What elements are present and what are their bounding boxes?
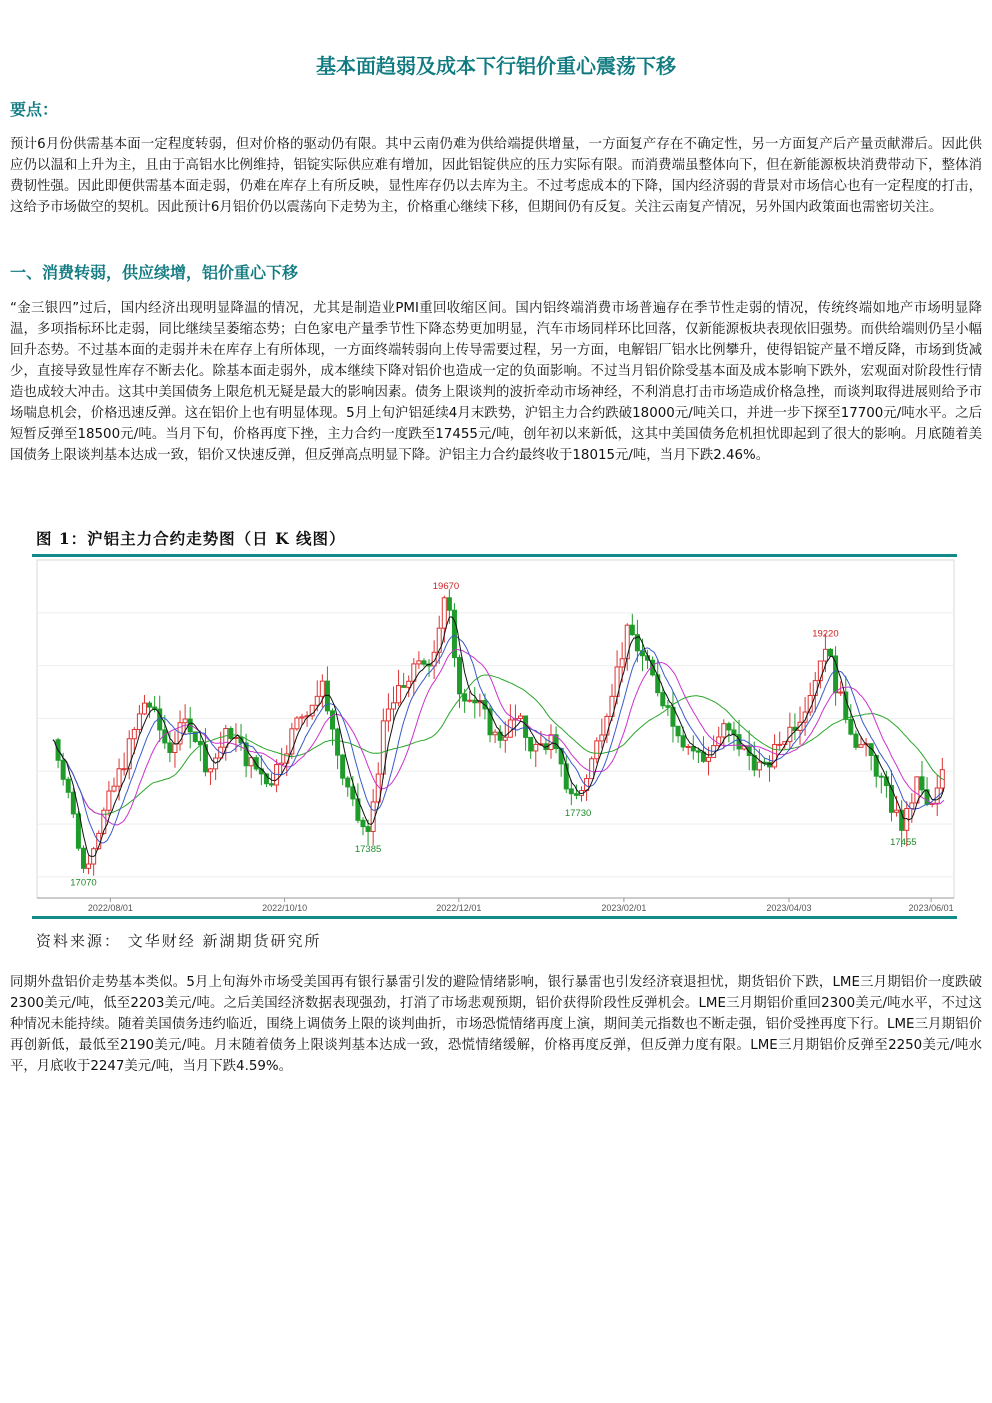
candle-body: [574, 794, 578, 796]
candle-body: [920, 777, 924, 790]
chart-svg: [33, 558, 956, 915]
candle-body: [468, 700, 472, 701]
candle-body: [458, 658, 462, 694]
candle-body: [122, 769, 126, 770]
candle-body: [148, 703, 152, 707]
section1-heading: 一、消费转弱，供应续增，铝价重心下移: [10, 263, 299, 282]
candle-body: [402, 686, 406, 688]
figure-source: 资料来源： 文华财经 新湖期货研究所: [36, 932, 322, 950]
candle-body: [173, 744, 177, 753]
candle-body: [142, 703, 146, 714]
candle-body: [595, 741, 599, 759]
candle-body: [564, 764, 568, 789]
candle-body: [829, 649, 833, 656]
candle-body: [519, 716, 523, 719]
x-tick-label: 2022/12/01: [436, 903, 482, 913]
candle-body: [71, 792, 75, 814]
figure-bottom-rule: [32, 916, 957, 919]
price-annotation: 17070: [70, 877, 97, 889]
x-tick-label: 2023/06/01: [908, 903, 954, 913]
candlestick-chart: [33, 558, 956, 915]
candle-body: [895, 810, 899, 812]
candle-body: [590, 759, 594, 779]
candle-body: [625, 625, 629, 659]
candle-body: [681, 736, 685, 747]
candle-body: [605, 716, 609, 735]
candle-body: [722, 724, 726, 737]
candle-body: [391, 703, 395, 709]
candle-body: [229, 729, 233, 739]
candle-body: [132, 729, 136, 738]
candle-body: [778, 744, 782, 745]
price-annotation: 17455: [890, 836, 917, 848]
price-annotation: 17730: [564, 807, 592, 819]
candle-body: [366, 827, 370, 832]
price-annotation: 17385: [354, 844, 382, 856]
candle-body: [757, 762, 761, 770]
candle-body: [66, 779, 70, 792]
candle-body: [386, 709, 390, 721]
candle-body: [442, 598, 446, 628]
candle-body: [422, 661, 426, 664]
candle-body: [417, 661, 421, 664]
candle-body: [270, 784, 274, 785]
candle-body: [844, 692, 848, 719]
x-tick-label: 2023/02/01: [601, 903, 647, 913]
x-tick-label: 2022/10/10: [262, 903, 308, 913]
candle-body: [330, 711, 334, 729]
x-tick-label: 2023/04/03: [766, 903, 812, 913]
page-title: 基本面趋弱及成本下行铝价重心震荡下移: [316, 54, 676, 78]
key-points-heading: 要点：: [10, 100, 59, 119]
candle-body: [397, 686, 401, 703]
candle-body: [498, 732, 502, 740]
candle-body: [81, 848, 85, 868]
candle-body: [320, 681, 324, 696]
key-points-text: 预计6月份供需基本面一定程度转弱，但对价格的驱动仍有限。其中云南仍难为供给端提供增量，一方面复产存在不确定性，另一方面复产后产量贡献滞后。因此供应仍以温和上升为主，且由于高铝水比例维持，铝锭实际供应难有增加，因此铝锭供应的压力实际有限。而消费端虽整体向下，但在新能源板块消费带动下，整体消费韧性强。因此即便供需基本面走弱，仍难在库存上有所反映，显性库存仍以去库为主。不过考虑成本的下降，国内经济弱的背景对市场信心也有一定程度的打击，这给予市场做空的契机。因此预计6月铝价仍以震荡向下走势为主，价格重心继续下移，但期间仍有反复。关注云南复产情况，另外国内政策面也需密切关注。: [10, 137, 982, 215]
candle-body: [112, 786, 116, 791]
candle-body: [707, 757, 711, 761]
figure-top-rule: [32, 554, 957, 557]
price-annotation: 19670: [432, 580, 460, 592]
candle-body: [295, 718, 299, 729]
candle-body: [696, 751, 700, 752]
candle-body: [849, 719, 853, 734]
candle-body: [336, 729, 340, 755]
candle-body: [473, 700, 477, 702]
candle-body: [315, 696, 319, 705]
candle-body: [529, 737, 533, 751]
candle-body: [463, 694, 467, 701]
candle-body: [620, 659, 624, 667]
candle-body: [300, 717, 304, 718]
candle-body: [341, 755, 345, 778]
candle-body: [493, 732, 497, 735]
section2-text: 同期外盘铝价走势基本类似。5月上旬海外市场受美国再有银行暴雷引发的避险情绪影响，银行暴雷也引发经济衰退担忧，期货铝价下跌，LME三月期铝价一度跌破2300美元/吨，低至2203美元/吨。之后美国经济数据表现强劲，打消了市场悲观预期，铝价获得阶段性反弹机会。LME三月期铝价重回2300美元/吨水平，不过这种情况未能持续。随着美国债务违约临近，围绕上调债务上限的谈判曲折，市场恐慌情绪再度上演，期间美元指数也不断走强，铝价受挫再度下行。LME三月期铝价再创新低，最低至2190美元/吨。月末随着债务上限谈判基本达成一致，恐慌情绪缓解，价格再度反弹，但反弹力度有限。LME三月期铝价反弹至2250美元/吨水平，月底收于2247美元/吨，当月下跌4.59%。: [10, 975, 982, 1074]
candle-body: [407, 681, 411, 687]
candle-body: [76, 814, 80, 848]
figure-caption: 图 1：沪铝主力合约走势图（日 K 线图）: [36, 529, 346, 548]
candle-body: [823, 649, 827, 661]
candle-body: [752, 755, 756, 769]
candle-body: [447, 598, 451, 610]
candle-body: [117, 769, 121, 786]
candle-body: [879, 776, 883, 777]
candle-body: [534, 744, 538, 750]
candle-body: [168, 743, 172, 753]
candle-body: [107, 791, 111, 810]
section1-text: “金三银四”过后，国内经济出现明显降温的情况，尤其是制造业PMI重回收缩区间。国内铝终端消费市场普遍存在季节性走弱的情况，传统终端如地产市场明显降温，多项指标环比走弱，同比继续呈萎缩态势；白色家电产量季节性下降态势更加明显，汽车市场同样环比回落，仅新能源板块表现依旧强势。而供给端则仍呈小幅回升态势。不过基本面的走弱并未在库存上有所体现，一方面终端转弱向上传导需要过程，另一方面，电解铝厂铝水比例攀升，使得铝锭产量不增反降，市场到货减少，直接导致显性库存不断去化。除基本面走弱外，成本继续下降对铝价也造成一定的负面影响。不过当月铝价除受基本面及成本影响下跌外，宏观面对阶段性行情造也成较大冲击。这其中美国债务上限危机无疑是最大的影响因素。债务上限谈判的波折牵动市场神经，不利消息打击市场造成价格急挫，而谈判取得进展则给予市场喘息机会，价格迅速反弹。这在铝价上也有明显体现。5月上旬沪铝延续4月末跌势，沪铝主力合约跌破18000元/吨关口，并进一步下探至17700元/吨水平。之后短暂反弹至18500元/吨。当月下旬，价格再度下挫，主力合约一度跌至17455元/吨，创年初以来新低，这其中美国债务危机担忧即起到了很大的影响。月底随着美国债务上限谈判基本达成一致，铝价又快速反弹，但反弹高点明显下降。沪铝主力合约最终收于18015元/吨，当月下跌2.46%。: [10, 301, 982, 463]
candle-body: [209, 769, 213, 772]
candle-body: [813, 681, 817, 696]
candle-body: [686, 747, 690, 748]
candle-body: [87, 864, 91, 868]
x-tick-label: 2022/08/01: [87, 903, 133, 913]
price-annotation: 19220: [812, 628, 839, 640]
candle-body: [727, 724, 731, 730]
candle-body: [854, 734, 858, 747]
candle-body: [600, 735, 604, 741]
candle-body: [656, 675, 660, 693]
candle-body: [361, 820, 365, 826]
candle-body: [630, 625, 634, 635]
candle-body: [183, 719, 187, 723]
candle-body: [503, 737, 507, 740]
candle-body: [61, 760, 65, 779]
candle-body: [661, 693, 665, 706]
candle-body: [859, 745, 863, 748]
candle-body: [137, 714, 141, 730]
candle-body: [346, 778, 350, 787]
candle-body: [437, 628, 441, 652]
candle-body: [839, 692, 843, 693]
candle-body: [569, 789, 573, 794]
candle-body: [676, 726, 680, 736]
